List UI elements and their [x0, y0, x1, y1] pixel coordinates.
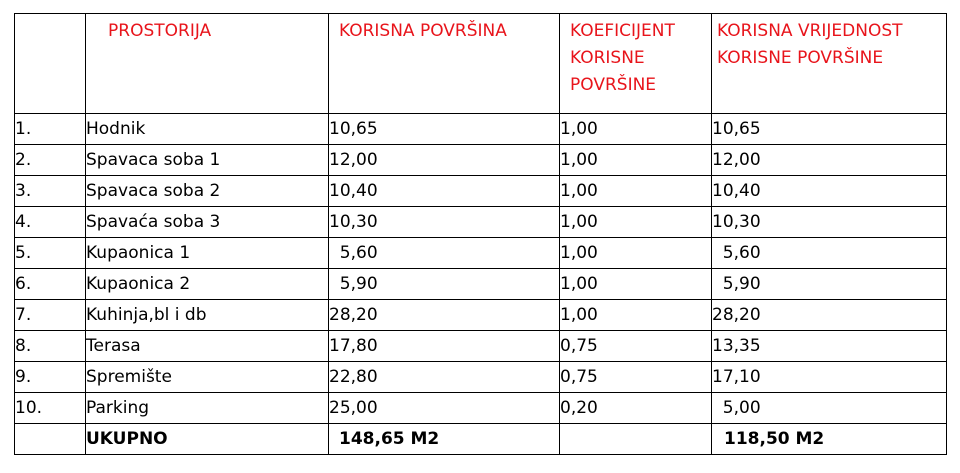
- cell-area: 17,80: [329, 331, 560, 362]
- header-useful-value: KORISNA VRIJEDNOST KORISNE POVRŠINE: [712, 14, 947, 114]
- cell-useful-value: 10,40: [712, 176, 947, 207]
- total-cell-number: [15, 424, 86, 455]
- cell-room: Kupaonica 2: [86, 269, 329, 300]
- total-cell-room: UKUPNO: [86, 424, 329, 455]
- cell-coefficient: 0,75: [560, 331, 712, 362]
- cell-useful-value: 10,65: [712, 114, 947, 145]
- cell-coefficient: 1,00: [560, 114, 712, 145]
- table-row: [15, 362, 947, 393]
- cell-number: 1.: [15, 114, 86, 145]
- cell-useful-value: 10,30: [712, 207, 947, 238]
- cell-area: 10,65: [329, 114, 560, 145]
- cell-useful-value: 12,00: [712, 145, 947, 176]
- table-body: [15, 14, 947, 455]
- cell-number: 3.: [15, 176, 86, 207]
- cell-room: Hodnik: [86, 114, 329, 145]
- total-cell-area: 148,65 M2: [329, 424, 560, 455]
- header-room: PROSTORIJA: [86, 14, 329, 114]
- cell-number: 2.: [15, 145, 86, 176]
- room-area-table: [14, 13, 947, 455]
- table-row: [15, 393, 947, 424]
- cell-number: 9.: [15, 362, 86, 393]
- header-number: [15, 14, 86, 114]
- cell-number: 6.: [15, 269, 86, 300]
- cell-area: 5,60: [329, 238, 560, 269]
- cell-room: Kuhinja,bl i db: [86, 300, 329, 331]
- cell-room: Terasa: [86, 331, 329, 362]
- cell-useful-value: 5,00: [712, 393, 947, 424]
- table-row: [15, 331, 947, 362]
- cell-area: 28,20: [329, 300, 560, 331]
- cell-useful-value: 17,10: [712, 362, 947, 393]
- cell-area: 22,80: [329, 362, 560, 393]
- cell-area: 10,30: [329, 207, 560, 238]
- cell-useful-value: 13,35: [712, 331, 947, 362]
- table-row: [15, 269, 947, 300]
- cell-coefficient: 1,00: [560, 300, 712, 331]
- cell-number: 5.: [15, 238, 86, 269]
- cell-area: 25,00: [329, 393, 560, 424]
- cell-coefficient: 0,75: [560, 362, 712, 393]
- cell-number: 8.: [15, 331, 86, 362]
- table-row: [15, 145, 947, 176]
- header-area: KORISNA POVRŠINA: [329, 14, 560, 114]
- table-header-row: [15, 14, 947, 114]
- cell-area: 5,90: [329, 269, 560, 300]
- cell-room: Spavaća soba 3: [86, 207, 329, 238]
- cell-useful-value: 5,90: [712, 269, 947, 300]
- cell-coefficient: 1,00: [560, 269, 712, 300]
- table-row: [15, 300, 947, 331]
- cell-number: 7.: [15, 300, 86, 331]
- header-coefficient: KOEFICIJENT KORISNE POVRŠINE: [560, 14, 712, 114]
- cell-number: 4.: [15, 207, 86, 238]
- table-row: [15, 238, 947, 269]
- total-row: [15, 424, 947, 455]
- cell-room: Spavaca soba 2: [86, 176, 329, 207]
- cell-coefficient: 0,20: [560, 393, 712, 424]
- cell-coefficient: 1,00: [560, 176, 712, 207]
- cell-useful-value: 5,60: [712, 238, 947, 269]
- cell-area: 12,00: [329, 145, 560, 176]
- total-cell-useful-value: 118,50 M2: [712, 424, 947, 455]
- cell-room: Kupaonica 1: [86, 238, 329, 269]
- cell-coefficient: 1,00: [560, 238, 712, 269]
- cell-room: Parking: [86, 393, 329, 424]
- cell-number: 10.: [15, 393, 86, 424]
- cell-room: Spremište: [86, 362, 329, 393]
- cell-coefficient: 1,00: [560, 207, 712, 238]
- cell-area: 10,40: [329, 176, 560, 207]
- cell-coefficient: 1,00: [560, 145, 712, 176]
- table-row: [15, 114, 947, 145]
- table-row: [15, 176, 947, 207]
- cell-room: Spavaca soba 1: [86, 145, 329, 176]
- table-row: [15, 207, 947, 238]
- cell-useful-value: 28,20: [712, 300, 947, 331]
- total-cell-coefficient: [560, 424, 712, 455]
